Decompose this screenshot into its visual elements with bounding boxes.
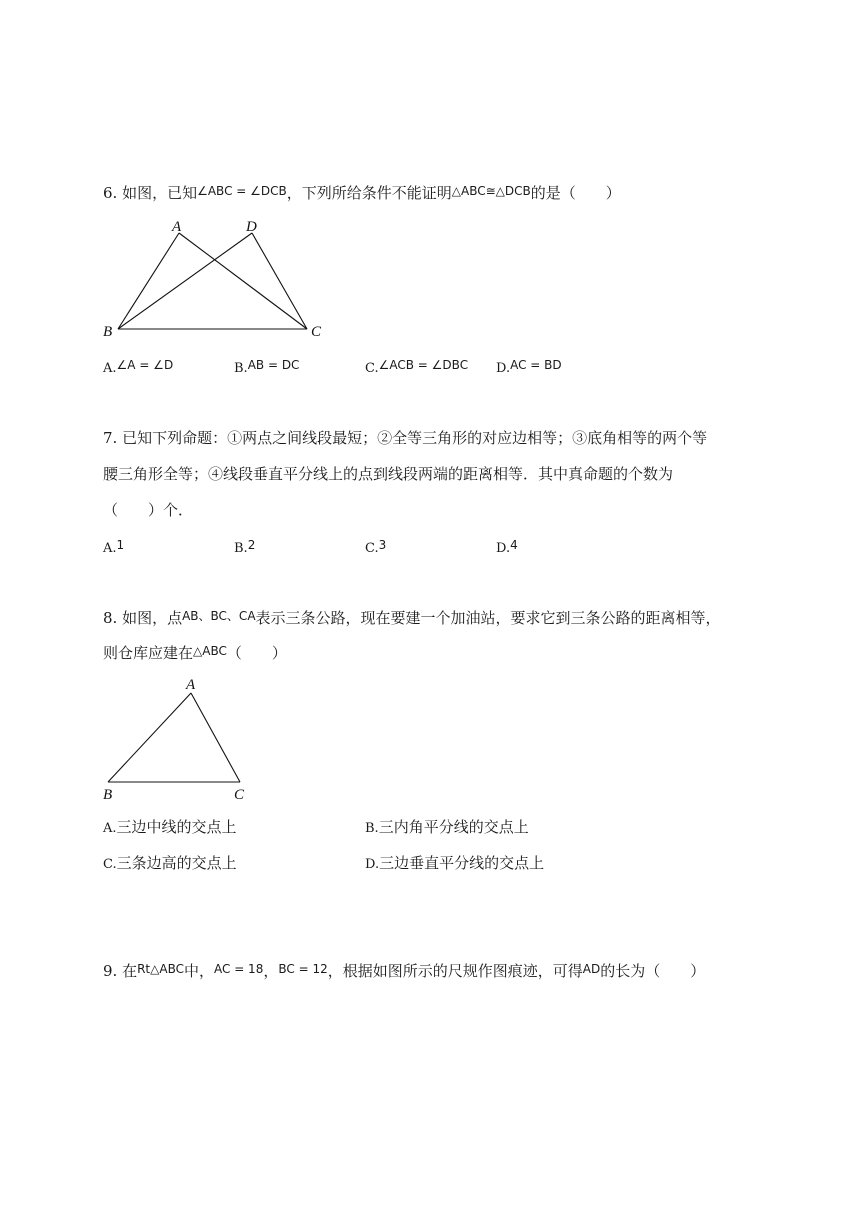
q8-segment-ac [191,693,240,782]
q6-segment-dc [252,233,307,329]
q7-option-a[interactable]: A.1 [103,538,125,556]
q7-stem-line-3: （ ）个． [103,501,194,519]
q8-stem-line-2: 则仓库应建在$^{\triangle ABC}$（ ） [103,644,287,662]
q6-stem: 6. 如图，已知$^{\angle ABC = \angle DCB}$，下列所给条件不能证明$^{\triangle ABC≅\triangle DCB}$的是（ ） [103,184,621,202]
q6-segment-ac [179,233,307,329]
q8-label-a: A [186,677,196,693]
q6-label-a: A [172,219,182,235]
q6-option-d[interactable]: D.AC = BD [496,358,562,376]
q9-stem: 9. 在$^{Rt\triangle ABC}$中，$^{AC = 18}$，$^{BC = 12}$，根据如图所示的尺规作图痕迹，可得$^{AD}$的长为（ ） [103,962,706,980]
q6-figure [100,215,340,345]
q7-option-c[interactable]: C.3 [365,538,387,556]
q6-segment-db [118,233,252,329]
q8-option-d[interactable]: D.三边垂直平分线的交点上 [365,854,545,872]
q6-label-b: B [103,324,113,340]
q8-stem-line-1: 8. 如图，点$^{AB、BC、CA}$表示三条公路，现在要建一个加油站，要求它到三条公路的距离相等， [103,609,721,627]
q8-figure [100,675,260,805]
q6-option-c[interactable]: C.∠ACB = ∠DBC [365,358,469,376]
q7-option-d[interactable]: D.4 [496,538,518,556]
q6-segment-ab [118,233,179,329]
q8-label-c: C [234,787,245,803]
q7-option-b[interactable]: B.2 [234,538,256,556]
q8-label-b: B [103,787,113,803]
q8-option-a[interactable]: A.三边中线的交点上 [103,818,237,836]
q6-option-a[interactable]: A.∠A = ∠D [103,358,174,376]
q7-stem-line-1: 7. 已知下列命题：①两点之间线段最短；②全等三角形的对应边相等；③底角相等的两个等 [103,429,708,447]
q8-option-b[interactable]: B.三内角平分线的交点上 [365,818,529,836]
q8-option-c[interactable]: C.三条边高的交点上 [103,854,237,872]
q8-segment-ab [108,693,191,782]
q6-label-d: D [246,219,257,235]
q6-option-b[interactable]: B.AB = DC [234,358,300,376]
q6-label-c: C [311,324,322,340]
q7-stem-line-2: 腰三角形全等；④线段垂直平分线上的点到线段两端的距离相等．其中真命题的个数为 [103,465,674,483]
